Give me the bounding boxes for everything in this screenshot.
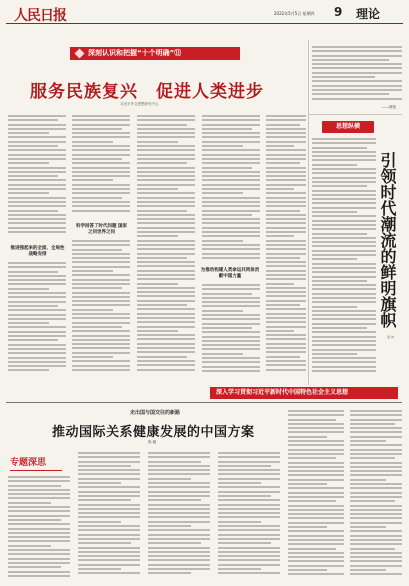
- special-topic-label: 专题深思: [10, 457, 62, 471]
- text-column: [312, 138, 376, 383]
- column-signature: ——理论: [382, 105, 396, 109]
- side-author: 袁 伟: [387, 335, 394, 339]
- main-headline: 服务民族复兴 促进人类进步: [30, 82, 264, 102]
- text-column: [8, 262, 66, 380]
- subhead-1: 推进强起来的全面、全局性战略安排: [10, 246, 65, 257]
- subhead-2: 科学回答了时代问题 国家之问世界之问: [75, 224, 128, 235]
- text-column: [8, 476, 70, 582]
- text-column: [202, 284, 260, 380]
- text-column: [218, 452, 280, 582]
- text-column: [8, 115, 66, 240]
- series-red-bar: 深入学习贯彻习近平新时代中国特色社会主义思想: [210, 387, 398, 399]
- main-byline: 习近平外交思想研究中心: [120, 102, 159, 106]
- text-column: [350, 410, 402, 582]
- masthead: [6, 3, 403, 24]
- article2-byline: 陈 璐: [148, 440, 157, 444]
- text-column: [288, 410, 344, 582]
- text-column: [137, 115, 195, 380]
- text-column: [148, 452, 210, 582]
- newspaper-logo: 人民日报: [14, 8, 66, 24]
- column-badge: 思想纵横: [322, 121, 374, 133]
- article2-headline: 推动国际关系健康发展的中国方案: [52, 425, 255, 440]
- text-column: [72, 240, 130, 380]
- divider: [308, 114, 402, 115]
- text-column: [78, 452, 140, 582]
- divider: [308, 40, 309, 385]
- text-column: [72, 115, 130, 220]
- series-banner: 深刻认识和把握“十个明确”⑪: [70, 47, 240, 60]
- section-divider: [6, 402, 402, 403]
- text-column: [202, 115, 260, 265]
- text-column: [266, 115, 306, 380]
- article2-kicker: 走出国与国交往的新路: [130, 410, 181, 416]
- subhead-3: 为推动构建人类命运共同体贡献中国力量: [200, 268, 260, 279]
- side-title: 引领时代潮流的鲜明旗帜: [378, 152, 397, 328]
- issue-date: 2022年5月5日 星期四: [274, 11, 315, 16]
- page-number: 9: [334, 5, 343, 19]
- text-column: [312, 46, 402, 102]
- section-name: 理论: [356, 7, 381, 21]
